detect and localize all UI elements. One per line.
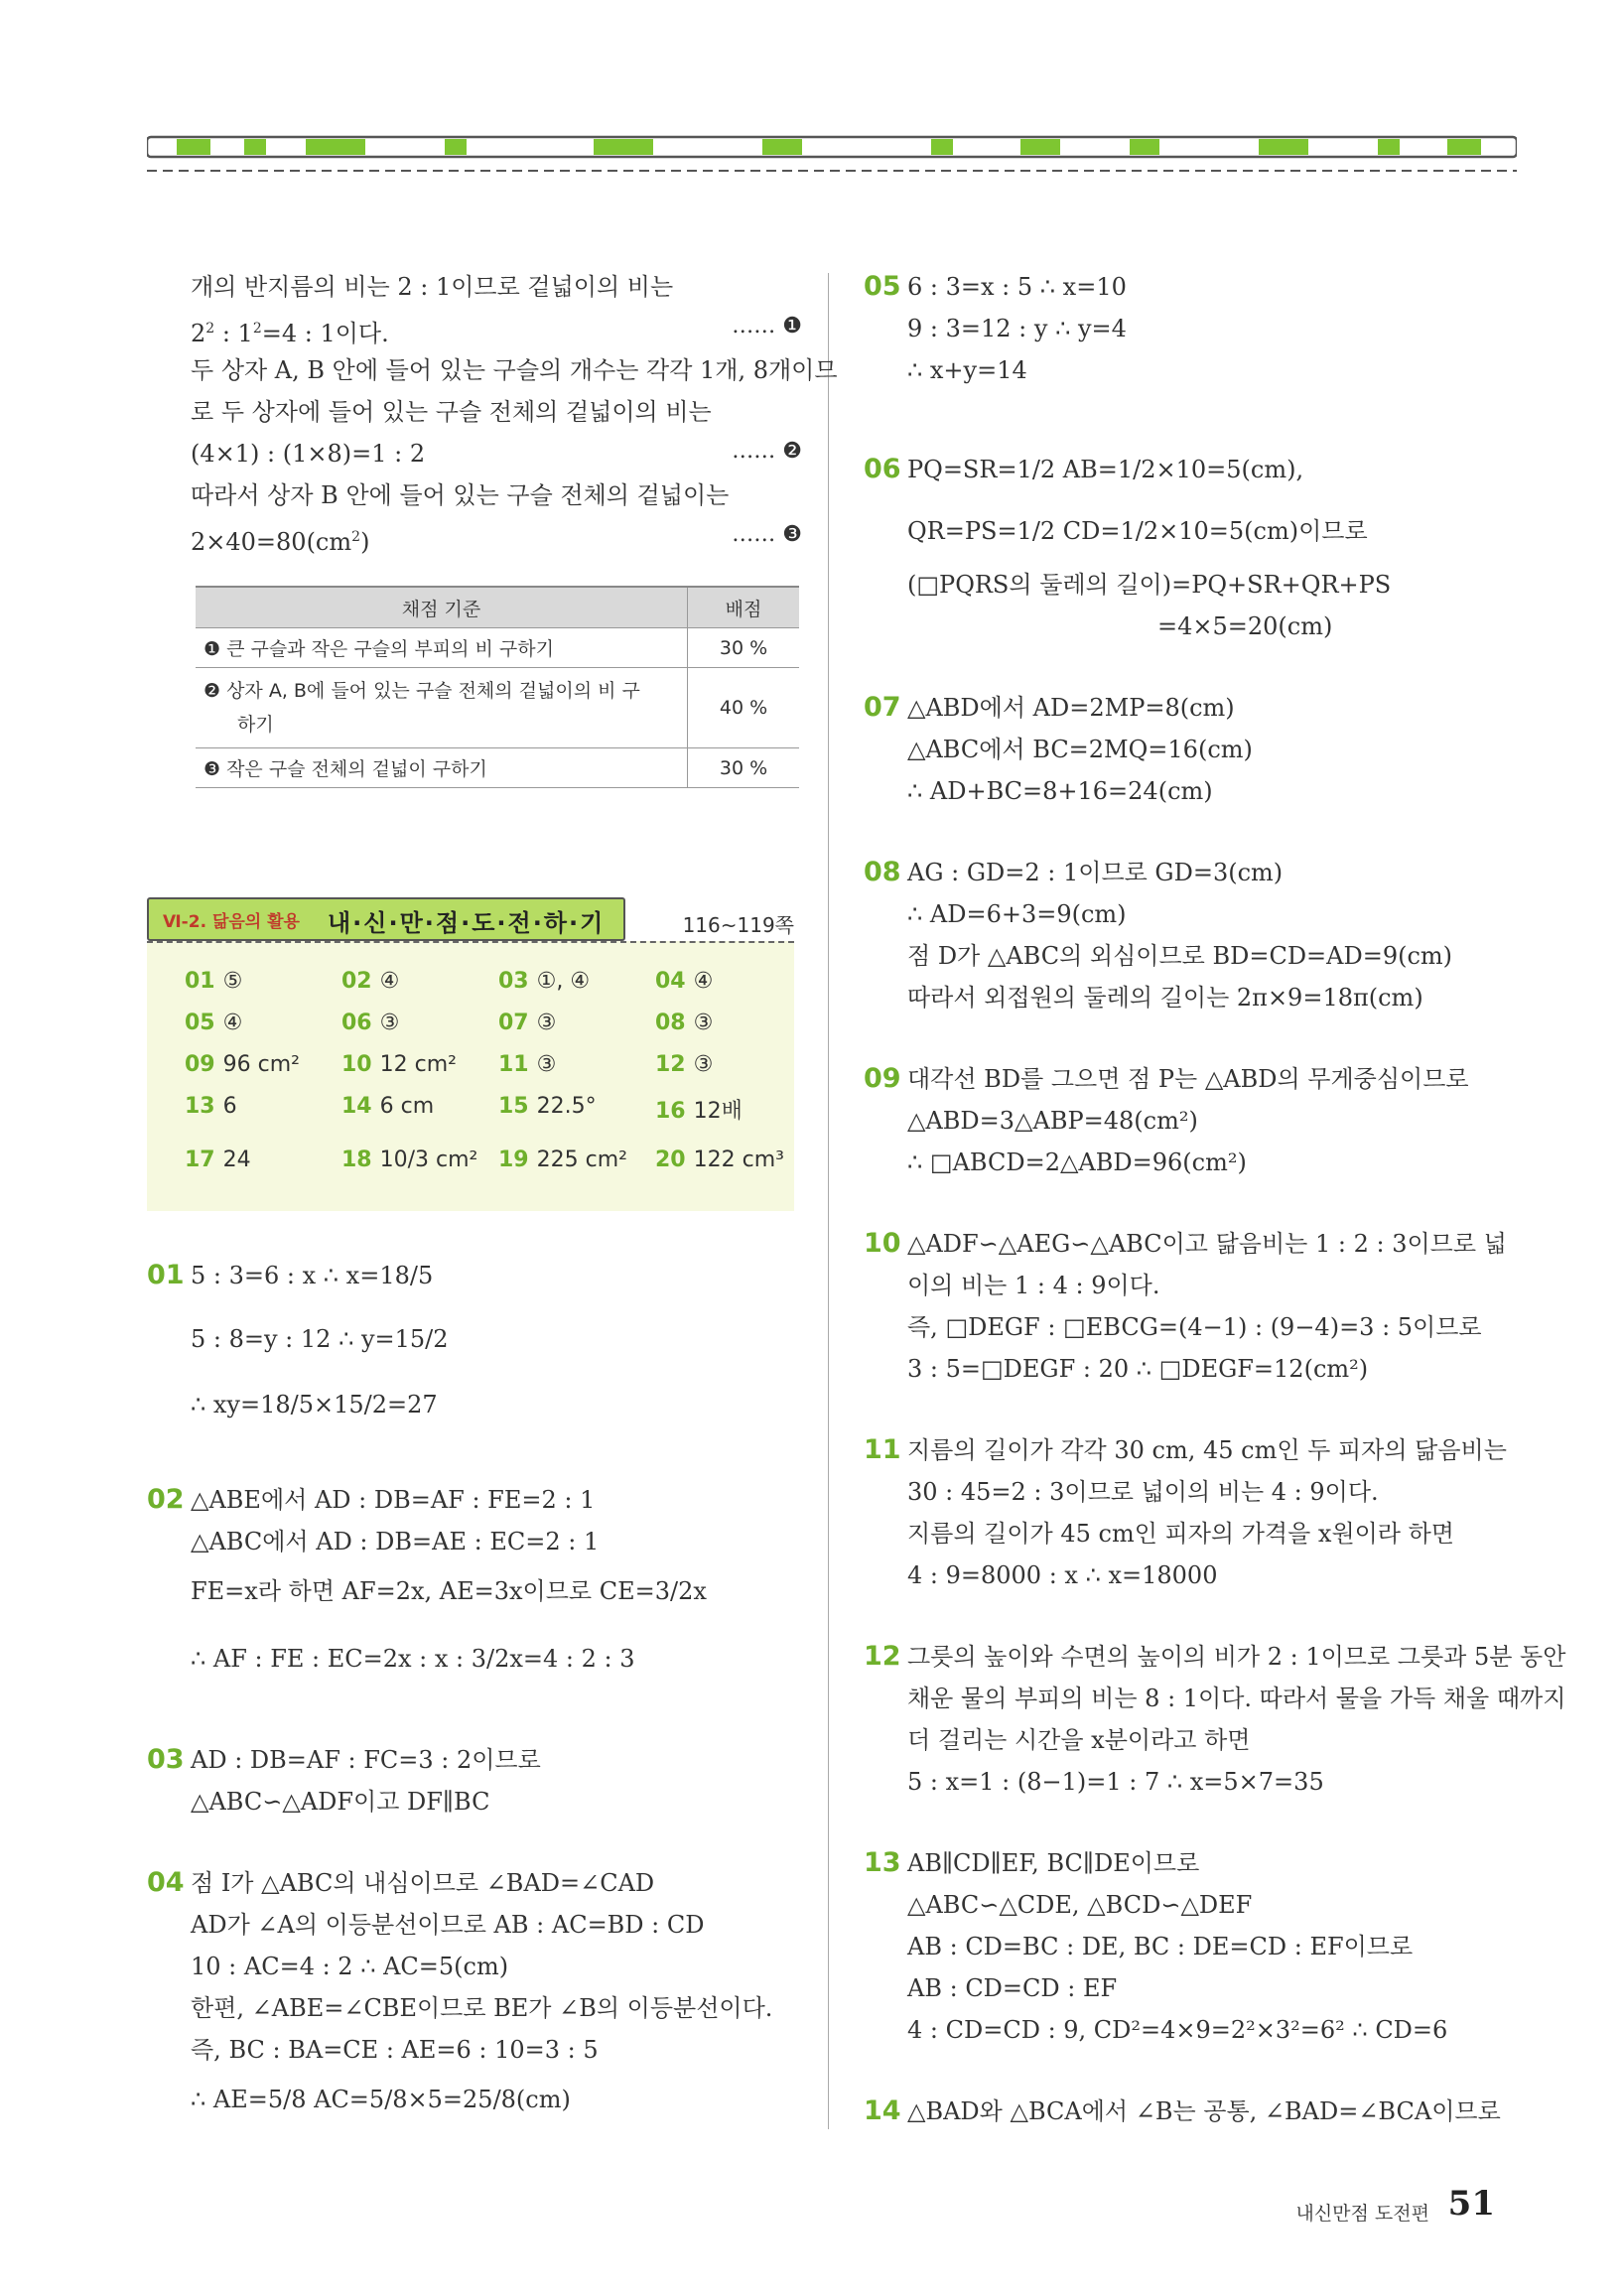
solution-line: △ABC에서 AD : DB=AE : EC=2 : 1: [191, 1528, 600, 1555]
decorative-header-bar: [147, 129, 1517, 179]
left-solutions: [147, 1261, 802, 2134]
answer-item: 09 96 cm²: [185, 1052, 300, 1077]
solution-line: △ABD에서 AD=2MP=8(cm): [907, 694, 1235, 722]
solution-line: 이의 비는 1 : 4 : 9이다.: [907, 1272, 1160, 1299]
solution-line: △ABE에서 AD : DB=AF : FE=2 : 1: [191, 1486, 596, 1514]
solution-line: AB : CD=CD : EF: [907, 1974, 1118, 2002]
intro-line: 개의 반지름의 비는 2 : 1이므로 겉넓이의 비는: [191, 273, 674, 301]
answer-item: 02 ④: [341, 969, 400, 994]
answer-item: 07 ③: [498, 1011, 557, 1035]
section-header: [147, 897, 794, 941]
problem-number: 05: [864, 271, 901, 302]
solution-line: AB∥CD∥EF, BC∥DE이므로: [907, 1849, 1200, 1877]
answer-item: 03 ①, ④: [498, 969, 591, 994]
solution-line: ∴ AF : FE : EC=2x : x : 3/2x=4 : 2 : 3: [191, 1645, 635, 1673]
answer-item: 05 ④: [185, 1011, 243, 1035]
solution-line: ∴ xy=18/5×15/2=27: [191, 1391, 438, 1418]
problem-number: 02: [147, 1484, 185, 1515]
answer-item: 16 12배: [655, 1099, 743, 1124]
problem-number: 13: [864, 1847, 901, 1878]
solution-line: 지름의 길이가 각각 30 cm, 45 cm인 두 피자의 닮음비는: [907, 1436, 1507, 1464]
problem-number: 10: [864, 1228, 901, 1259]
solution-line: △ABC∽△ADF이고 DF∥BC: [191, 1788, 490, 1816]
points-cell: 40 %: [688, 668, 800, 748]
answer-item: 18 10/3 cm²: [341, 1148, 478, 1172]
solution-line: △ABC∽△CDE, △BCD∽△DEF: [907, 1891, 1253, 1919]
solution-line: 즉, BC : BA=CE : AE=6 : 10=3 : 5: [191, 2036, 599, 2064]
intro-line: $2^2$ : $1^2=4$ : 1이다.: [191, 320, 389, 347]
solution-line: ∴ AE=5/8 AC=5/8×5=25/8(cm): [191, 2086, 571, 2113]
problem-number: 07: [864, 692, 901, 723]
solution-line: 점 D가 △ABC의 외심이므로 BD=CD=AD=9(cm): [907, 942, 1453, 970]
problem-number: 08: [864, 857, 901, 887]
criteria-text: 하기: [237, 714, 274, 736]
problem-number: 03: [147, 1744, 185, 1775]
answer-item: 06 ③: [341, 1011, 400, 1035]
solution-line: 5 : 3=6 : x ∴ x=18/5: [191, 1262, 434, 1289]
intro-line: 두 상자 A, B 안에 들어 있는 구슬의 개수는 각각 1개, 8개이므: [191, 356, 838, 384]
solution-line: 한편, ∠ABE=∠CBE이므로 BE가 ∠B의 이등분선이다.: [191, 1994, 773, 2022]
criteria-text: ❷ 상자 A, B에 들어 있는 구슬 전체의 겉넓이의 비 구: [203, 680, 640, 702]
solution-line: AD가 ∠A의 이등분선이므로 AB : AC=BD : CD: [191, 1911, 705, 1939]
solution-line: 채운 물의 부피의 비는 8 : 1이다. 따라서 물을 가득 채울 때까지: [907, 1685, 1566, 1712]
answer-item: 12 ③: [655, 1052, 714, 1077]
criteria-cell: ❶ 큰 구슬과 작은 구슬의 부피의 비 구하기: [196, 628, 688, 668]
solution-line: △BAD와 △BCA에서 ∠B는 공통, ∠BAD=∠BCA이므로: [907, 2097, 1501, 2125]
solution-line: ∴ AD=6+3=9(cm): [907, 900, 1127, 928]
problem-number: 01: [147, 1260, 185, 1290]
problem-number: 14: [864, 2095, 901, 2126]
answer-item: 15 22.5°: [498, 1094, 597, 1119]
solution-line: 점 I가 △ABC의 내심이므로 ∠BAD=∠CAD: [191, 1869, 655, 1897]
solution-line: 9 : 3=12 : y ∴ y=4: [907, 315, 1127, 342]
solution-line: 5 : 8=y : 12 ∴ y=15/2: [191, 1325, 449, 1353]
section-title: 내·신·만·점·도·전·하·기: [328, 909, 606, 937]
mark-3: …… ❸: [732, 522, 802, 547]
solution-line: AG : GD=2 : 1이므로 GD=3(cm): [907, 859, 1284, 886]
table-row: [196, 668, 799, 748]
solution-line: 10 : AC=4 : 2 ∴ AC=5(cm): [191, 1953, 509, 1980]
solution-line: (□PQRS의 둘레의 길이)=PQ+SR+QR+PS: [907, 571, 1392, 599]
intro-line: (4×1) : (1×8)=1 : 2: [191, 440, 426, 468]
solution-line: ∴ x+y=14: [907, 356, 1027, 384]
section-tag: [147, 897, 625, 941]
solution-line: =4×5=20(cm): [1157, 612, 1333, 640]
problem-number: 06: [864, 454, 901, 484]
solution-line: 대각선 BD를 그으면 점 P는 △ABD의 무게중심이므로: [907, 1065, 1469, 1093]
scoring-table: [196, 586, 799, 788]
solution-line: ∴ □ABCD=2△ABD=96(cm²): [907, 1148, 1247, 1176]
table-header-points: 배점: [688, 587, 800, 628]
mark-1: …… ❶: [732, 314, 802, 338]
solution-line: 더 걸리는 시간을 x분이라고 하면: [907, 1726, 1251, 1754]
criteria-cell: [196, 668, 688, 748]
answer-item: 13 6: [185, 1094, 237, 1119]
points-cell: 30 %: [688, 748, 800, 788]
solution-line: △ABC에서 BC=2MQ=16(cm): [907, 736, 1253, 763]
solution-line: 3 : 5=□DEGF : 20 ∴ □DEGF=12(cm²): [907, 1355, 1369, 1383]
problem-number: 09: [864, 1063, 901, 1094]
solution-line: AD : DB=AF : FC=3 : 2이므로: [191, 1746, 541, 1774]
intro-line: 따라서 상자 B 안에 들어 있는 구슬 전체의 겉넓이는: [191, 481, 730, 509]
column-divider: [828, 273, 829, 2129]
solution-line: ∴ AD+BC=8+16=24(cm): [907, 777, 1213, 805]
answer-item: 17 24: [185, 1148, 251, 1172]
solution-line: 따라서 외접원의 둘레의 길이는 2π×9=18π(cm): [907, 984, 1423, 1012]
solution-line: 5 : x=1 : (8−1)=1 : 7 ∴ x=5×7=35: [907, 1768, 1324, 1796]
problem-number: 12: [864, 1641, 901, 1672]
solution-line: △ADF∽△AEG∽△ABC이고 닮음비는 1 : 2 : 3이므로 넓: [907, 1230, 1507, 1258]
answer-item: 10 12 cm²: [341, 1052, 457, 1077]
mark-2: …… ❷: [732, 439, 802, 464]
table-header-criteria: 채점 기준: [196, 587, 688, 628]
intro-line: 로 두 상자에 들어 있는 구슬 전체의 겉넓이의 비는: [191, 398, 712, 426]
criteria-cell: ❸ 작은 구슬 전체의 겉넓이 구하기: [196, 748, 688, 788]
intro-line: $2\times 40=80(cm^2)$: [191, 528, 370, 556]
right-solutions: [864, 271, 1566, 2138]
table-row: [196, 748, 799, 788]
table-row: [196, 628, 799, 668]
problem-number: 11: [864, 1434, 901, 1465]
solution-line: 4 : 9=8000 : x ∴ x=18000: [907, 1561, 1218, 1589]
solution-line: 즉, □DEGF : □EBCG=(4−1) : (9−4)=3 : 5이므로: [907, 1313, 1482, 1341]
solution-line: FE=x라 하면 AF=2x, AE=3x이므로 CE=3/2x: [191, 1577, 707, 1605]
footer-label: 내신만점 도전편: [1295, 2203, 1429, 2225]
solution-line: 그릇의 높이와 수면의 높이의 비가 2 : 1이므로 그릇과 5분 동안: [907, 1643, 1566, 1671]
answer-item: 04 ④: [655, 969, 714, 994]
answer-item: 08 ③: [655, 1011, 714, 1035]
solution-line: 지름의 길이가 45 cm인 피자의 가격을 x원이라 하면: [907, 1520, 1454, 1548]
solution-line: △ABD=3△ABP=48(cm²): [907, 1107, 1198, 1135]
solution-line: 6 : 3=x : 5 ∴ x=10: [907, 273, 1127, 301]
answer-item: 19 225 cm²: [498, 1148, 627, 1172]
answer-item: 20 122 cm³: [655, 1148, 784, 1172]
section-pages: 116~119쪽: [682, 913, 794, 937]
left-intro: [191, 272, 838, 560]
problem-number: 04: [147, 1867, 185, 1898]
answer-key-box: [147, 941, 794, 1211]
section-subtitle: Ⅵ-2. 닮음의 활용: [163, 912, 300, 932]
solution-line: AB : CD=BC : DE, BC : DE=CD : EF이므로: [907, 1933, 1414, 1960]
page-number: 51: [1447, 2184, 1495, 2224]
answer-item: 01 ⑤: [185, 969, 243, 994]
solution-line: 30 : 45=2 : 3이므로 넓이의 비는 4 : 9이다.: [907, 1478, 1379, 1506]
points-cell: 30 %: [688, 628, 800, 668]
answer-item: 11 ③: [498, 1052, 557, 1077]
answer-item: 14 6 cm: [341, 1094, 435, 1119]
solution-line: QR=PS=1/2 CD=1/2×10=5(cm)이므로: [907, 517, 1368, 545]
solution-line: 4 : CD=CD : 9, CD²=4×9=2²×3²=6² ∴ CD=6: [907, 2016, 1448, 2044]
solution-line: PQ=SR=1/2 AB=1/2×10=5(cm),: [907, 456, 1304, 483]
